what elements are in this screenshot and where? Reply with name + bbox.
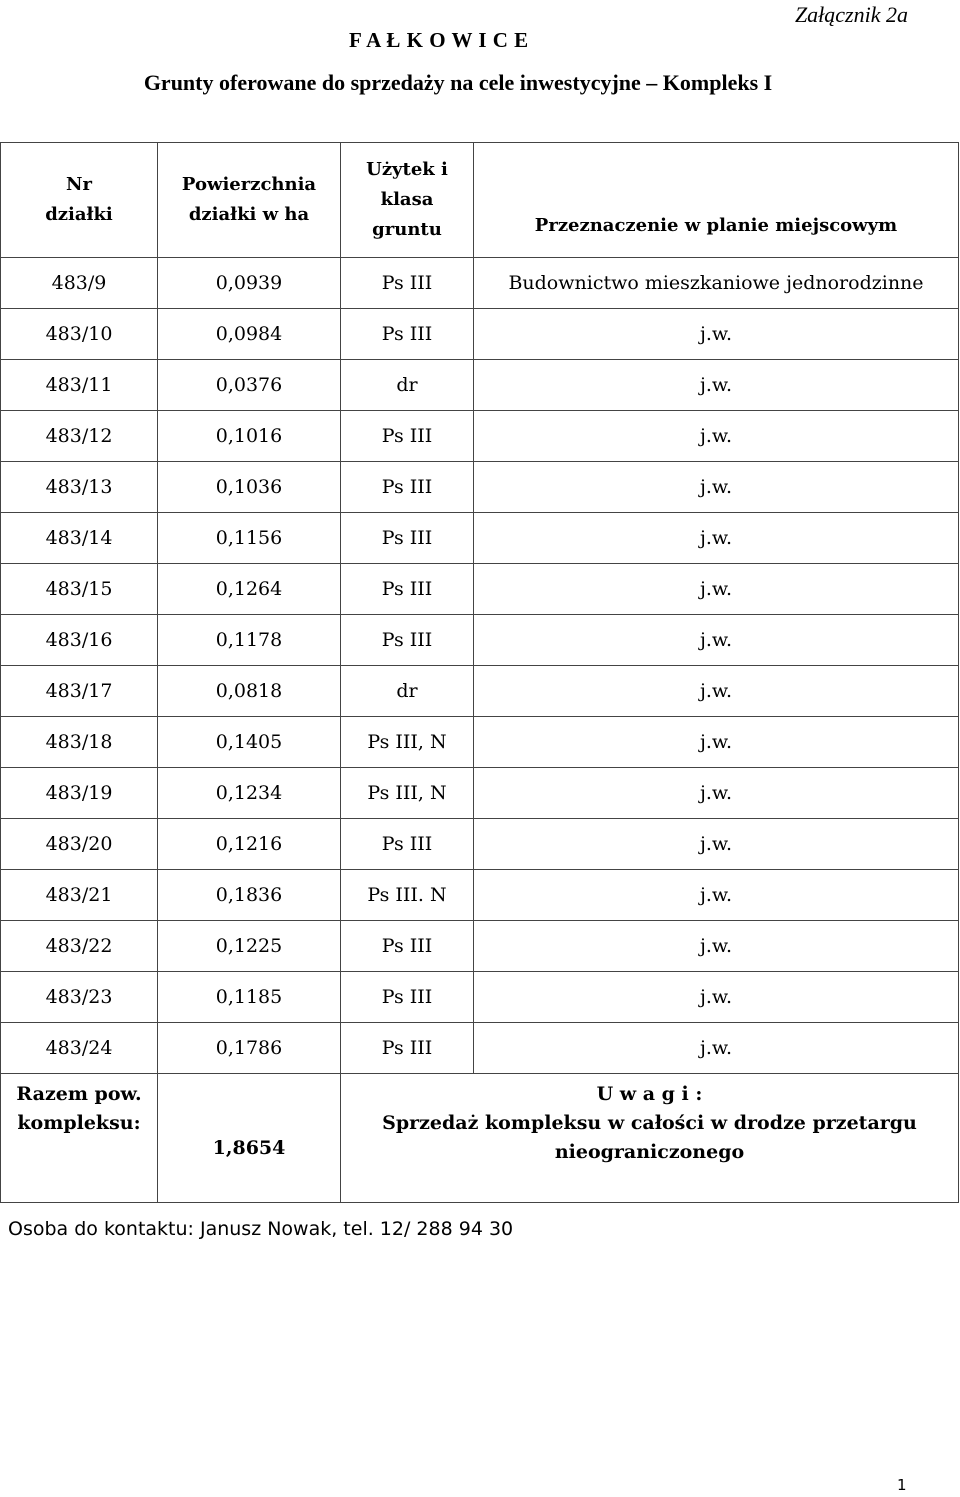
land-use-cell: Ps III — [341, 309, 474, 360]
plot-number-cell: 483/11 — [1, 360, 158, 411]
header-land-use — [341, 143, 474, 258]
plot-area-cell: 0,1836 — [158, 870, 341, 921]
land-use-cell: Ps III, N — [341, 768, 474, 819]
plot-number-cell: 483/15 — [1, 564, 158, 615]
plots-table — [0, 142, 959, 1203]
annex-label: Załącznik 2a — [794, 2, 908, 27]
plot-area-cell: 0,1225 — [158, 921, 341, 972]
table-row — [1, 768, 959, 819]
total-row — [1, 1074, 959, 1203]
header-plot-number — [1, 143, 158, 258]
destination-cell: j.w. — [474, 717, 959, 768]
land-use-cell: dr — [341, 666, 474, 717]
destination-cell: j.w. — [474, 615, 959, 666]
table-row — [1, 309, 959, 360]
destination-cell: j.w. — [474, 309, 959, 360]
plot-area-cell: 0,1036 — [158, 462, 341, 513]
header-plot-area — [158, 143, 341, 258]
destination-cell: j.w. — [474, 768, 959, 819]
destination-cell: j.w. — [474, 666, 959, 717]
destination-cell: j.w. — [474, 921, 959, 972]
header-plot-number-line1: Nr — [66, 174, 92, 195]
destination-cell: j.w. — [474, 411, 959, 462]
total-label — [1, 1074, 158, 1203]
land-use-cell: Ps III, N — [341, 717, 474, 768]
plot-number-cell: 483/19 — [1, 768, 158, 819]
place-title: F A Ł K O W I C E — [349, 28, 529, 52]
table-row — [1, 258, 959, 309]
plot-number-cell: 483/14 — [1, 513, 158, 564]
notes-title: U w a g i : — [596, 1083, 703, 1105]
plot-number-cell: 483/16 — [1, 615, 158, 666]
land-use-cell: Ps III — [341, 513, 474, 564]
plot-number-cell: 483/10 — [1, 309, 158, 360]
destination-cell: j.w. — [474, 360, 959, 411]
table-row — [1, 615, 959, 666]
land-use-cell: Ps III — [341, 462, 474, 513]
destination-cell: j.w. — [474, 972, 959, 1023]
plot-area-cell: 0,0376 — [158, 360, 341, 411]
land-use-cell: Ps III — [341, 564, 474, 615]
table-row — [1, 921, 959, 972]
land-use-cell: Ps III — [341, 1023, 474, 1074]
total-notes — [341, 1074, 959, 1203]
destination-cell: j.w. — [474, 819, 959, 870]
plot-area-cell: 0,1264 — [158, 564, 341, 615]
table-header-row — [1, 143, 959, 258]
header-land-use-line3: gruntu — [372, 219, 442, 240]
destination-cell: j.w. — [474, 462, 959, 513]
table-row — [1, 717, 959, 768]
plot-number-cell: 483/13 — [1, 462, 158, 513]
land-use-cell: Ps III — [341, 972, 474, 1023]
plot-number-cell: 483/22 — [1, 921, 158, 972]
notes-line1: Sprzedaż kompleksu w całości w drodze przetargu — [382, 1112, 917, 1134]
destination-cell: j.w. — [474, 564, 959, 615]
plot-area-cell: 0,1234 — [158, 768, 341, 819]
header-land-use-line1: Użytek i — [366, 159, 448, 180]
plot-area-cell: 0,0939 — [158, 258, 341, 309]
page-number: 1 — [897, 1476, 907, 1494]
land-use-cell: Ps III — [341, 411, 474, 462]
contact-info: Osoba do kontaktu: Janusz Nowak, tel. 12/ 288 94 30 — [8, 1218, 514, 1240]
total-area: 1,8654 — [158, 1074, 341, 1203]
table-row — [1, 411, 959, 462]
land-use-cell: Ps III — [341, 819, 474, 870]
plot-area-cell: 0,1016 — [158, 411, 341, 462]
destination-cell: j.w. — [474, 1023, 959, 1074]
plot-area-cell: 0,1156 — [158, 513, 341, 564]
land-use-cell: Ps III — [341, 615, 474, 666]
header-plot-number-line2: działki — [45, 204, 113, 225]
plot-area-cell: 0,1185 — [158, 972, 341, 1023]
plot-area-cell: 0,0818 — [158, 666, 341, 717]
notes-line2: nieograniczonego — [554, 1141, 745, 1163]
destination-cell: j.w. — [474, 513, 959, 564]
plot-number-cell: 483/18 — [1, 717, 158, 768]
total-label-line1: Razem pow. — [16, 1083, 142, 1105]
plot-number-cell: 483/12 — [1, 411, 158, 462]
header-land-use-line2: klasa — [380, 189, 434, 210]
plot-number-cell: 483/20 — [1, 819, 158, 870]
plot-area-cell: 0,1405 — [158, 717, 341, 768]
land-use-cell: Ps III. N — [341, 870, 474, 921]
table-row — [1, 513, 959, 564]
land-use-cell: dr — [341, 360, 474, 411]
header-plot-area-line2: działki w ha — [188, 204, 310, 225]
plot-number-cell: 483/21 — [1, 870, 158, 921]
table-row — [1, 360, 959, 411]
plot-area-cell: 0,1178 — [158, 615, 341, 666]
plot-number-cell: 483/23 — [1, 972, 158, 1023]
table-row — [1, 972, 959, 1023]
plot-number-cell: 483/9 — [1, 258, 158, 309]
table-row — [1, 666, 959, 717]
plot-area-cell: 0,1786 — [158, 1023, 341, 1074]
document-subtitle: Grunty oferowane do sprzedaży na cele inwestycyjne – Kompleks I — [143, 70, 773, 95]
table-row — [1, 1023, 959, 1074]
destination-cell: j.w. — [474, 870, 959, 921]
plot-area-cell: 0,0984 — [158, 309, 341, 360]
table-row — [1, 462, 959, 513]
plot-area-cell: 0,1216 — [158, 819, 341, 870]
total-label-line2: kompleksu: — [17, 1112, 141, 1134]
land-use-cell: Ps III — [341, 921, 474, 972]
land-use-cell: Ps III — [341, 258, 474, 309]
destination-cell: Budownictwo mieszkaniowe jednorodzinne — [474, 258, 959, 309]
plot-number-cell: 483/24 — [1, 1023, 158, 1074]
plot-number-cell: 483/17 — [1, 666, 158, 717]
table-row — [1, 564, 959, 615]
header-plot-area-line1: Powierzchnia — [181, 174, 317, 195]
table-row — [1, 870, 959, 921]
table-row — [1, 819, 959, 870]
header-destination: Przeznaczenie w planie miejscowym — [474, 143, 959, 258]
